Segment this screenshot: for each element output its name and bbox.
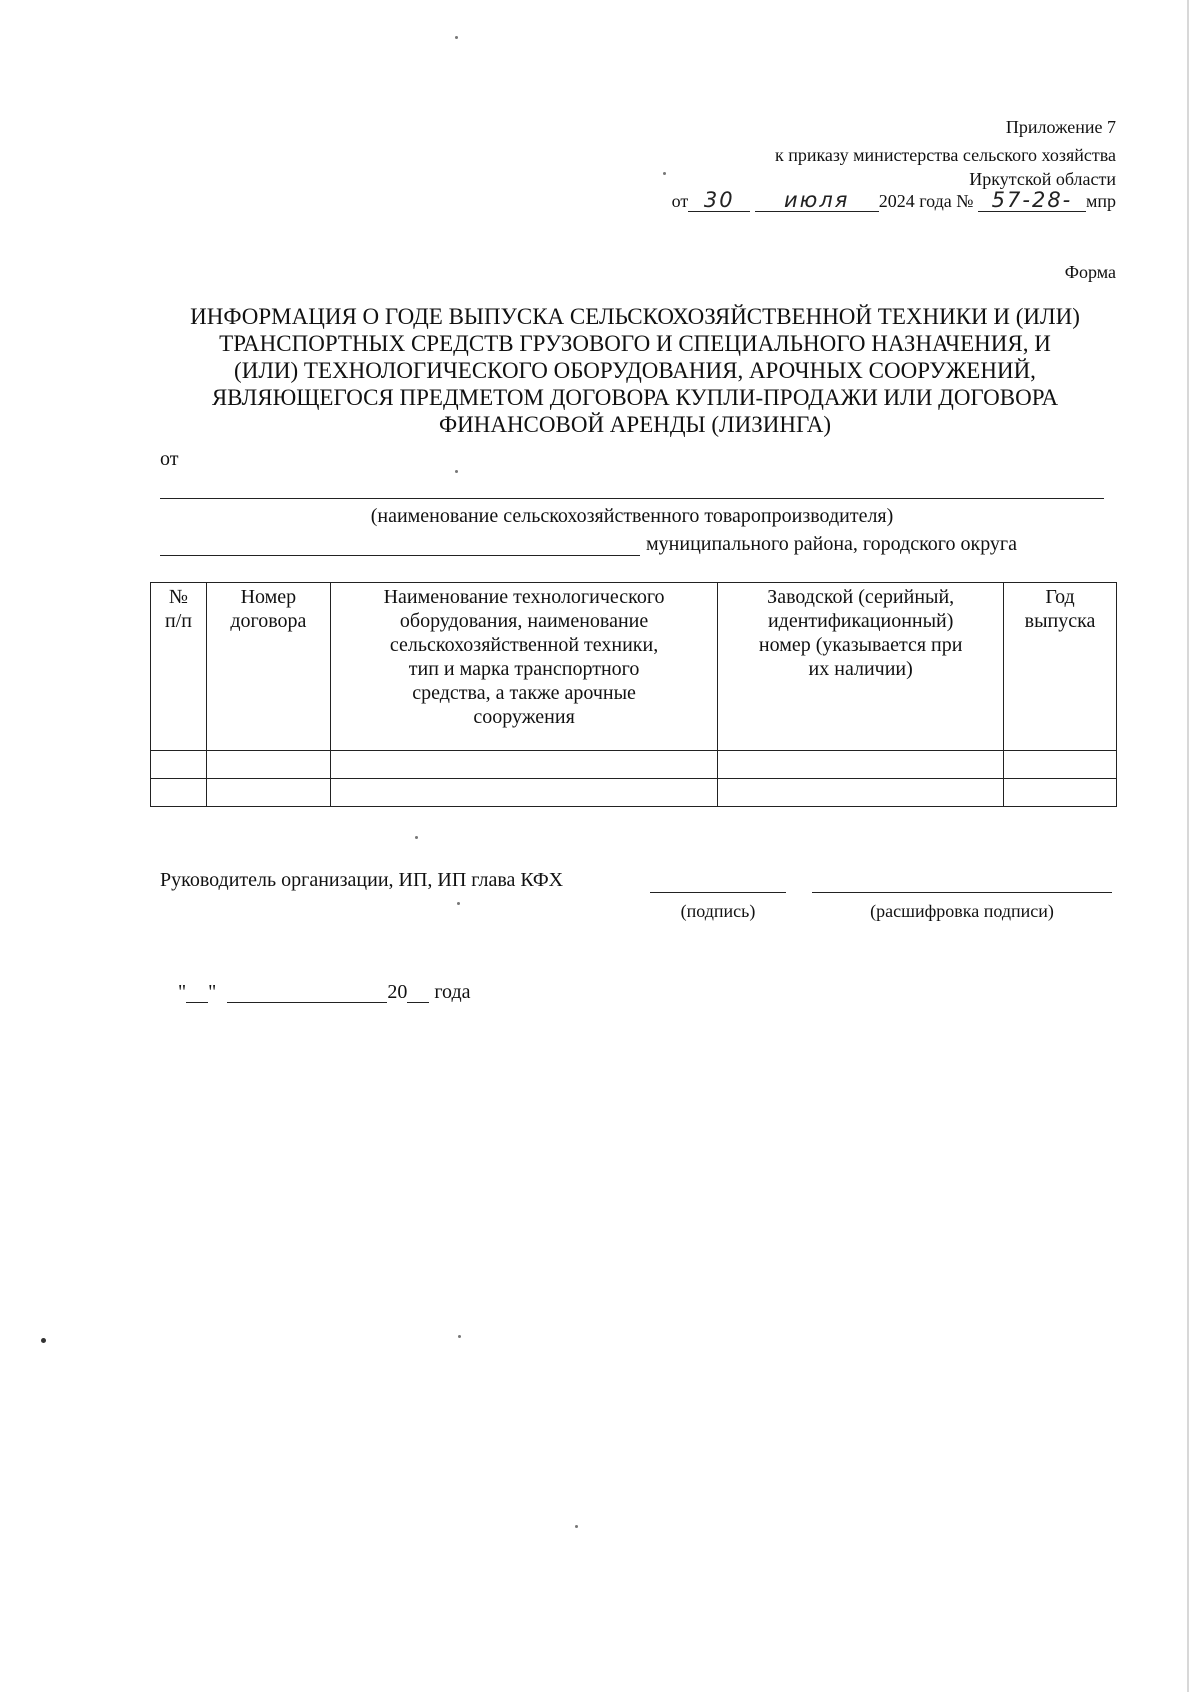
date-month-handwritten: июля <box>755 189 879 212</box>
scan-speck <box>575 1525 578 1528</box>
table-row <box>151 779 1117 807</box>
header-text: их наличии) <box>808 658 913 680</box>
signature-decode-caption: (расшифровка подписи) <box>870 901 1054 921</box>
title-line: ТРАНСПОРТНЫХ СРЕДСТВ ГРУЗОВОГО И СПЕЦИАЛЬНОГО НАЗНАЧЕНИЯ, И <box>219 331 1051 356</box>
signature-caption: (подпись) <box>680 901 756 921</box>
quote-close: " <box>208 981 217 1003</box>
form-label: Форма <box>1064 262 1116 282</box>
header-text: п/п <box>164 610 192 632</box>
signature-field[interactable] <box>650 892 786 893</box>
scan-speck <box>455 36 458 39</box>
year-suffix: года <box>434 981 471 1003</box>
scan-speck <box>663 172 666 175</box>
header-text: оборудования, наименование <box>399 610 649 632</box>
from-label: от <box>160 448 179 470</box>
title-line: ФИНАНСОВОЙ АРЕНДЫ (ЛИЗИНГА) <box>438 412 832 437</box>
header-text: идентификационный) <box>767 610 954 632</box>
producer-caption: (наименование сельскохозяйственного товаропроизводителя) <box>370 505 894 527</box>
header-text: Номер <box>240 586 297 608</box>
scan-speck <box>415 836 418 839</box>
date-year-text: 2024 года № <box>878 191 974 211</box>
table-cell[interactable] <box>330 779 717 807</box>
table-cell[interactable] <box>1004 779 1117 807</box>
year-field[interactable] <box>407 982 429 1003</box>
col-equipment-name-header <box>330 583 717 751</box>
title-line: (ИЛИ) ТЕХНОЛОГИЧЕСКОГО ОБОРУДОВАНИЯ, АРОЧНЫХ СООРУЖЕНИЙ, <box>234 358 1036 383</box>
table-row <box>151 751 1117 779</box>
region-name: Иркутской области <box>969 169 1116 189</box>
table-cell[interactable] <box>151 779 207 807</box>
header-text: тип и марка транспортного <box>408 658 640 680</box>
header-text: выпуска <box>1024 610 1096 632</box>
header-text: № <box>168 586 189 608</box>
signatory-label: Руководитель организации, ИП, ИП глава КФХ <box>160 869 564 891</box>
header-text: сооружения <box>473 706 575 728</box>
col-year-header <box>1004 583 1117 751</box>
header-text: сельскохозяйственной техники, <box>389 634 659 656</box>
quote-open: " <box>178 981 187 1003</box>
order-reference: к приказу министерства сельского хозяйства <box>774 145 1116 165</box>
header-text: Заводской (серийный, <box>767 586 955 608</box>
scan-edge <box>1187 0 1189 1692</box>
col-serial-number-header <box>718 583 1004 751</box>
table-cell[interactable] <box>206 751 330 779</box>
title-line: ЯВЛЯЮЩЕГОСЯ ПРЕДМЕТОМ ДОГОВОРА КУПЛИ-ПРОДАЖИ ИЛИ ДОГОВОРА <box>211 385 1059 410</box>
date-prefix: от <box>671 191 689 211</box>
document-title <box>150 303 1120 438</box>
document-date-line <box>178 980 471 1004</box>
month-field[interactable] <box>227 982 387 1003</box>
order-number-handwritten: 57-28- <box>978 189 1086 212</box>
table-cell[interactable] <box>206 779 330 807</box>
producer-name-field[interactable] <box>160 498 1104 499</box>
day-field[interactable] <box>186 982 208 1003</box>
table-cell[interactable] <box>151 751 207 779</box>
equipment-table <box>150 582 1117 807</box>
year-prefix: 20 <box>387 981 408 1003</box>
district-caption: муниципального района, городского округа <box>646 533 1018 555</box>
scan-speck <box>455 470 458 473</box>
order-suffix: мпр <box>1085 191 1116 211</box>
header-text: Наименование технологического <box>383 586 665 608</box>
table-cell[interactable] <box>718 751 1004 779</box>
table-header-row <box>151 583 1117 751</box>
table-cell[interactable] <box>718 779 1004 807</box>
appendix-label: Приложение 7 <box>1005 117 1116 137</box>
header-text: номер (указывается при <box>758 634 963 656</box>
district-name-field[interactable] <box>160 555 640 556</box>
scan-speck <box>458 1335 461 1338</box>
col-number-header <box>151 583 207 751</box>
scan-speck <box>41 1338 46 1343</box>
order-date-line <box>672 188 1116 214</box>
signature-decode-field[interactable] <box>812 892 1112 893</box>
header-text: договора <box>230 610 307 632</box>
date-day-handwritten: 30 <box>688 189 750 212</box>
table-cell[interactable] <box>1004 751 1117 779</box>
title-line: ИНФОРМАЦИЯ О ГОДЕ ВЫПУСКА СЕЛЬСКОХОЗЯЙСТВЕННОЙ ТЕХНИКИ И (ИЛИ) <box>190 304 1080 329</box>
header-text: Год <box>1045 586 1075 608</box>
table-cell[interactable] <box>330 751 717 779</box>
header-text: средства, а также арочные <box>412 682 636 704</box>
col-contract-header <box>206 583 330 751</box>
scan-speck <box>457 902 460 905</box>
